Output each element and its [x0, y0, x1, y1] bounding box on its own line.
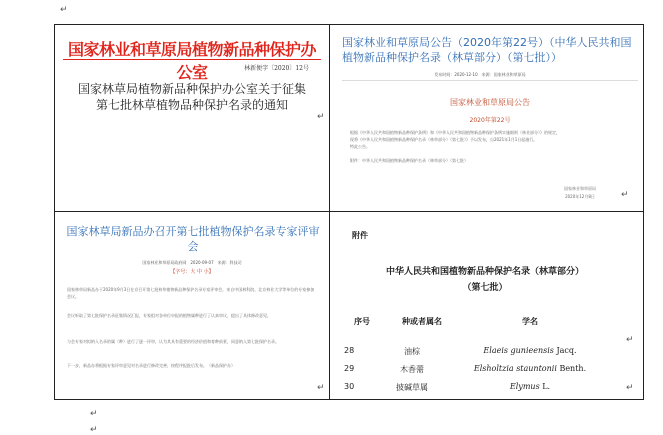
body-line2: 现将《中华人民共和国植物新品种保护名录（林草部分）（第七批）》予以发布，自2021年1月1日起施行。 [350, 137, 538, 142]
attachment-label: 附件 [352, 231, 368, 240]
paragraph-mark: ↵ [621, 190, 629, 200]
species-name: 披碱草属 [396, 383, 428, 392]
news-meta: 国家林业和草原局政府网 2020-09-07 来源：科技司 [142, 260, 242, 265]
news-headline-line2: 会 [187, 240, 199, 253]
notice-document-image [55, 25, 329, 211]
col-header-name: 种或者属名 [402, 317, 442, 326]
announcement-webpage-image [330, 25, 643, 211]
red-header: 国家林业和草原局植物新品种保护办公室 [67, 40, 316, 82]
headline-line1: 国家林业和草原局公告（2020年第22号）（中华人民共和国 [342, 36, 632, 49]
headline-line2: 植物新品种保护名录（林草部分）（第七批）） [342, 51, 562, 64]
row-number: 28 [344, 346, 355, 355]
red-rule [63, 59, 321, 60]
paragraph-mark: ↵ [317, 112, 325, 122]
list-title-line1: 中华人民共和国植物新品种保护名录（林草部分） [385, 267, 584, 277]
sign-date: 2020年12月8日 [565, 194, 595, 199]
meeting-news-image [55, 212, 329, 399]
scientific-name: Elsholtzia stauntonii Benth. [473, 364, 587, 373]
attachment-line: 附件：中华人民共和国植物新品种保护名录（林草部分）（第七批） [350, 158, 468, 163]
news-paragraph: 会议听取了第七批保护名录征集情况汇报，专家组对各单位申报的植物属种进行了认真审议，提出了具体修改意见。 [67, 313, 271, 318]
doc-title-line2: 第七批林草植物品种保护名录的通知 [95, 98, 288, 112]
doc-title-line1: 国家林草局植物新品种保护办公室关于征集 [77, 82, 306, 96]
body-line3: 特此公告。 [350, 144, 370, 149]
col-header-sci: 学名 [522, 317, 538, 326]
protection-list-image [330, 212, 643, 399]
scientific-name: Elaeis gunieensis Jacq. [483, 346, 577, 355]
doc-number: 林新便字〔2020〕12号 [244, 65, 309, 72]
list-title-line2: （第七批） [462, 283, 508, 293]
species-name: 油棕 [404, 347, 420, 356]
divider [342, 80, 638, 81]
news-headline-line1: 国家林草局新品办召开第七批植物保护名录专家评审 [66, 225, 320, 238]
col-header-no: 序号 [354, 317, 370, 326]
sign-org: 国家林业和草原局 [564, 186, 596, 191]
scientific-name: Elymus L. [509, 382, 551, 391]
meta-line: 发布时间：2020-12-10 来源：国家林业和草原局 [434, 72, 526, 77]
row-number: 30 [344, 382, 355, 391]
font-size-selector[interactable]: 【字号：大 中 小】 [170, 269, 214, 275]
paragraph-mark: ↵ [626, 335, 634, 345]
news-paragraph: 下一步，新品办将根据专家评审意见对名录进行修改完善，按程序报批后发布。（新品保护办） [67, 363, 235, 368]
paragraph-mark: ↵ [90, 425, 98, 435]
species-name: 木香薷 [400, 365, 424, 374]
paragraph-mark: ↵ [60, 5, 68, 15]
news-paragraph: 与会专家对拟纳入名录的属（种）进行了逐一评审，认为其具有重要的经济价值和育种前景，同意纳入第七批保护名录。 [67, 339, 279, 344]
paragraph-mark: ↵ [317, 383, 325, 393]
paragraph-mark: ↵ [626, 383, 634, 393]
body-line1: 根据《中华人民共和国植物新品种保护条例》和《中华人民共和国植物新品种保护条例实施细则（林业部分）》的规定， [350, 130, 560, 135]
org-heading: 国家林业和草原局公告 [450, 98, 530, 107]
row-number: 29 [344, 364, 355, 373]
issue-number: 2020年第22号 [469, 117, 511, 124]
paragraph-mark: ↵ [90, 409, 98, 419]
news-paragraph: 国家林草局新品办于2020年9月3日在京召开第七批林草植物新品种保护名录专家评审会，来自中国林科院、北京林业大学等单位的专家参加会议。 [67, 287, 315, 299]
